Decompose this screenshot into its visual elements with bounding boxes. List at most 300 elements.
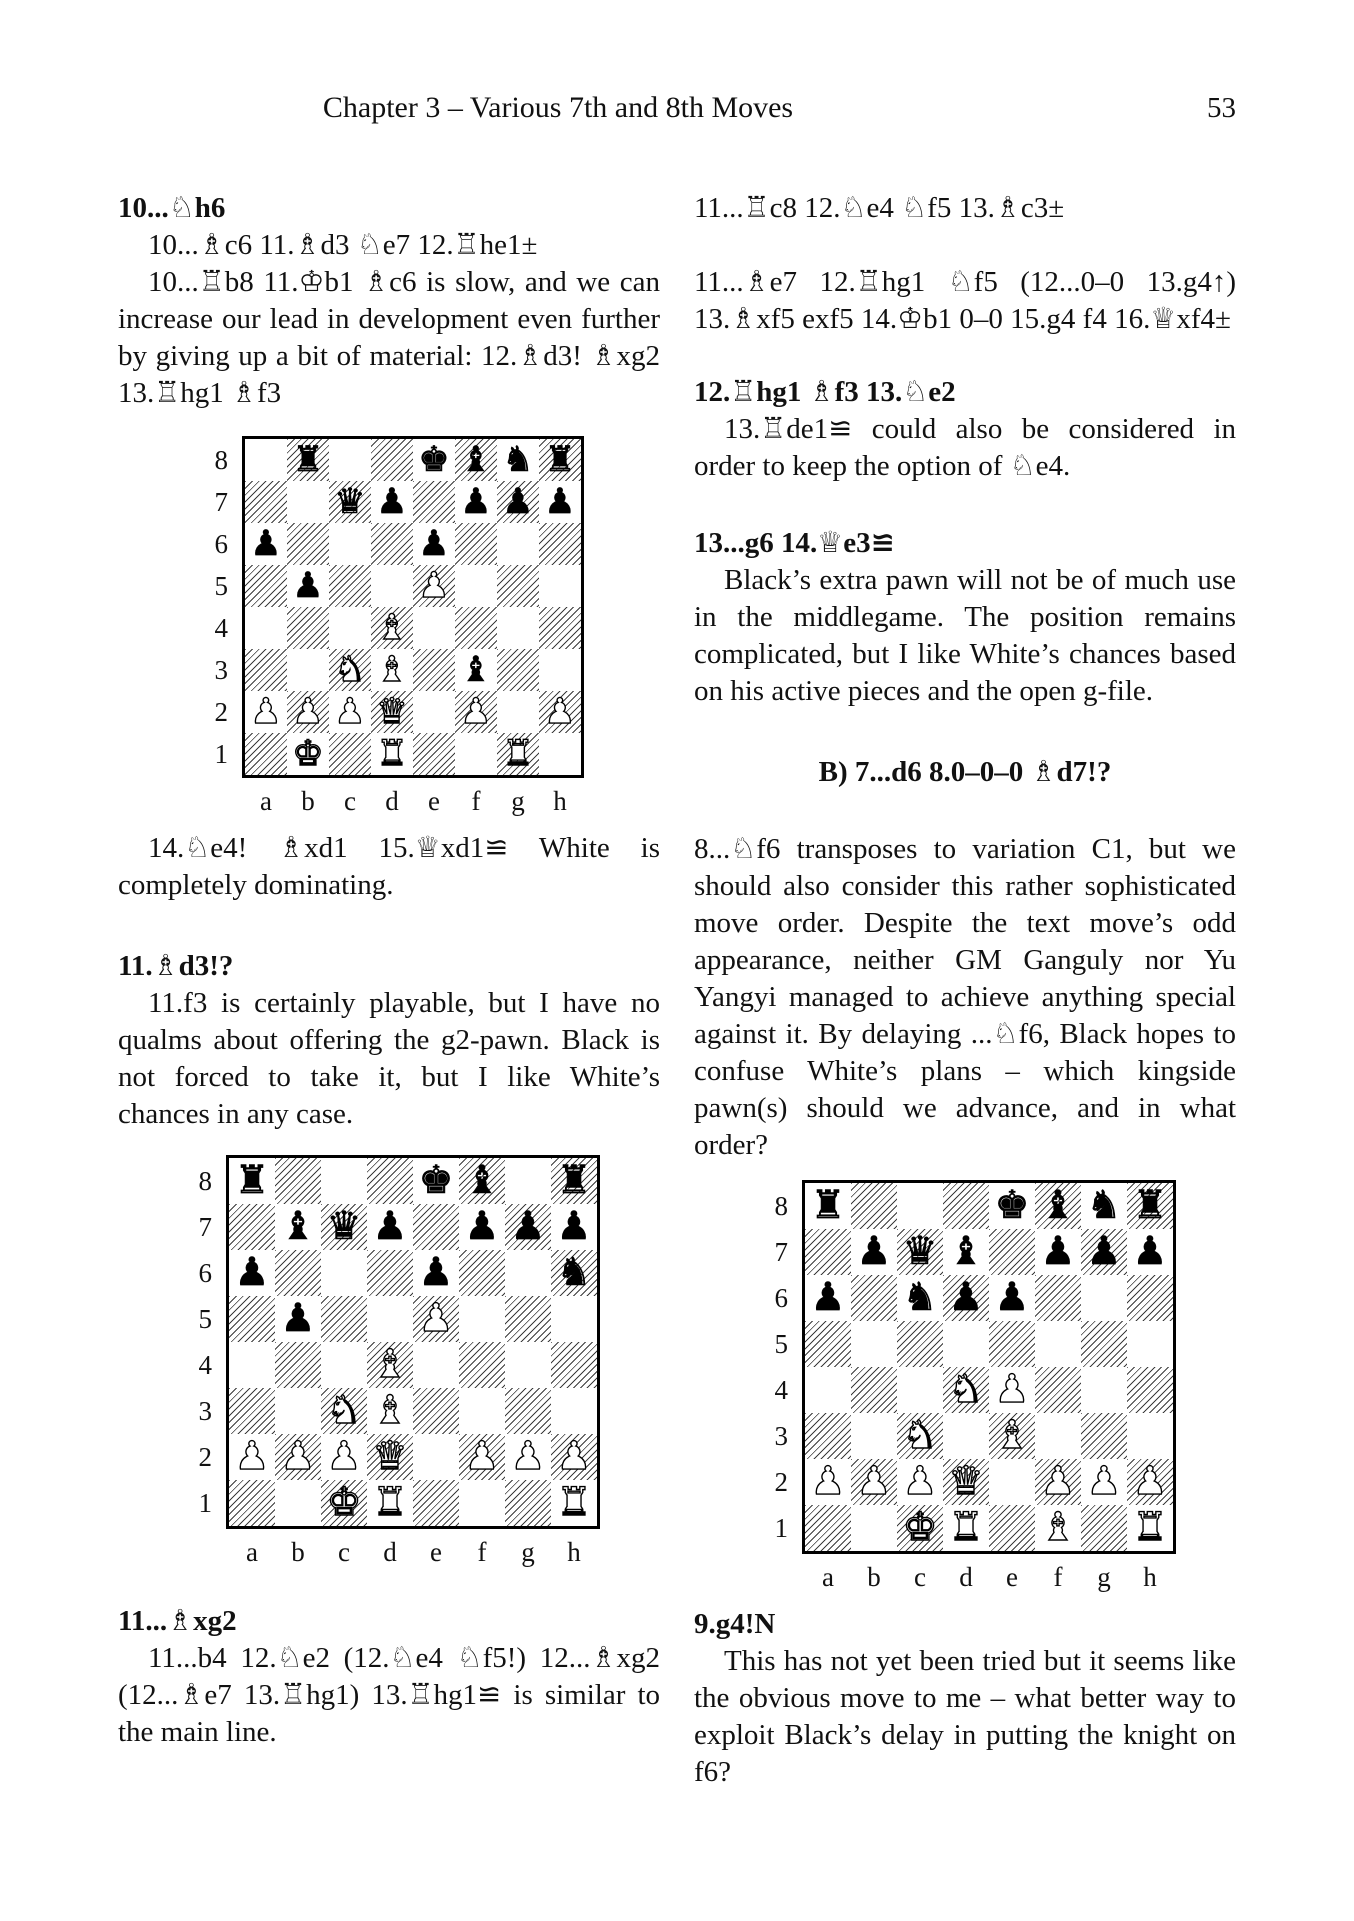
piece-black-pawn: ♟ (948, 1275, 984, 1320)
piece-white-pawn: ♟ (234, 1434, 270, 1479)
square-a4 (805, 1367, 851, 1413)
square-b6 (287, 523, 329, 565)
square-f8 (1035, 1183, 1081, 1229)
square-f8 (459, 1158, 505, 1204)
file-label: e (1006, 1562, 1018, 1592)
square-a6 (229, 1250, 275, 1296)
piece-white-knight: ♞ (902, 1413, 938, 1458)
file-label: f (477, 1537, 487, 1567)
square-c2 (321, 1434, 367, 1480)
paragraph: This has not yet been tried but it seems like the obvious move to me – what better way to exploit Black’s delay in putting the knight on f6? (694, 1645, 1236, 1788)
square-g6 (1081, 1275, 1127, 1321)
square-a6 (245, 523, 287, 565)
square-f5 (1035, 1321, 1081, 1367)
file-label: e (428, 786, 440, 816)
square-g5 (497, 565, 539, 607)
piece-black-knight: ♞ (556, 1250, 592, 1295)
move-line: 11...♖c8 12.♘e4 ♘f5 13.♗c3± (694, 192, 1065, 224)
square-f6 (459, 1250, 505, 1296)
piece-black-knight: ♞ (902, 1275, 938, 1320)
square-e7 (413, 1204, 459, 1250)
piece-white-rook: ♜ (948, 1505, 984, 1550)
square-d5 (371, 565, 413, 607)
piece-black-pawn: ♟ (810, 1275, 846, 1320)
paragraph: 14.♘e4! ♗xd1 15.♕xd1≌ White is completely dominating. (118, 832, 660, 901)
variation-heading: 12.♖hg1 ♗f3 13.♘e2 (694, 376, 956, 408)
square-b5 (287, 565, 329, 607)
square-g3 (505, 1388, 551, 1434)
square-b4 (275, 1342, 321, 1388)
square-f6 (1035, 1275, 1081, 1321)
square-a2 (245, 691, 287, 733)
page-header (118, 88, 1236, 134)
rank-label: 3 (774, 1421, 788, 1451)
square-g8 (505, 1158, 551, 1204)
square-g2 (1081, 1459, 1127, 1505)
square-d4 (367, 1342, 413, 1388)
piece-white-pawn: ♟ (1132, 1459, 1168, 1504)
piece-black-pawn: ♟ (292, 566, 324, 606)
square-h2 (539, 691, 581, 733)
square-c1 (321, 1480, 367, 1526)
square-h8 (1127, 1183, 1173, 1229)
square-b2 (851, 1459, 897, 1505)
square-e3 (413, 649, 455, 691)
square-d6 (943, 1275, 989, 1321)
rank-label: 8 (214, 445, 228, 475)
chess-board (242, 436, 584, 778)
square-h4 (1127, 1367, 1173, 1413)
file-label: g (511, 786, 525, 816)
square-e4 (413, 607, 455, 649)
square-c8 (897, 1183, 943, 1229)
square-e1 (989, 1505, 1035, 1551)
square-e3 (413, 1388, 459, 1434)
piece-white-pawn: ♟ (418, 566, 450, 606)
square-e6 (989, 1275, 1035, 1321)
square-g2 (497, 691, 539, 733)
file-label: b (301, 786, 315, 816)
square-b5 (275, 1296, 321, 1342)
file-labels (805, 1554, 1176, 1596)
piece-black-bishop: ♝ (1040, 1183, 1076, 1228)
square-h3 (1127, 1413, 1173, 1459)
square-h5 (551, 1296, 597, 1342)
piece-white-rook: ♜ (556, 1480, 592, 1525)
move-line: 11...♗e7 12.♖hg1 ♘f5 (12...0–0 13.g4↑) 13.♗xf5 exf5 14.♔b1 0–0 15.g4 f4 16.♕xf4± (694, 266, 1236, 335)
paragraph: Black’s extra pawn will not be of much use in the middlegame. The position remains complicated, but I like White’s chances based on his active pieces and the open g-file. (694, 564, 1236, 707)
piece-black-pawn: ♟ (418, 524, 450, 564)
square-b7 (275, 1204, 321, 1250)
piece-black-bishop: ♝ (948, 1229, 984, 1274)
square-e2 (413, 691, 455, 733)
piece-white-bishop: ♝ (994, 1413, 1030, 1458)
square-h7 (539, 481, 581, 523)
square-b7 (851, 1229, 897, 1275)
square-h8 (551, 1158, 597, 1204)
square-d2 (943, 1459, 989, 1505)
square-c6 (321, 1250, 367, 1296)
rank-label: 3 (214, 655, 228, 685)
square-f4 (1035, 1367, 1081, 1413)
piece-black-pawn: ♟ (502, 482, 534, 522)
rank-label: 2 (774, 1467, 788, 1497)
piece-black-pawn: ♟ (1040, 1229, 1076, 1274)
square-f3 (455, 649, 497, 691)
piece-white-queen: ♛ (372, 1434, 408, 1479)
variation-heading: 13...g6 14.♕e3≌ (694, 527, 895, 559)
file-label: g (1097, 1562, 1111, 1592)
square-d4 (371, 607, 413, 649)
section-heading: B) 7...d6 8.0–0–0 ♗d7!? (818, 756, 1112, 788)
square-a5 (229, 1296, 275, 1342)
file-label: e (430, 1537, 442, 1567)
piece-white-queen: ♛ (948, 1459, 984, 1504)
square-e6 (413, 1250, 459, 1296)
variation-heading: 10...♘h6 (118, 192, 226, 224)
piece-white-pawn: ♟ (334, 692, 366, 732)
chess-board (802, 1180, 1176, 1554)
piece-black-queen: ♛ (326, 1204, 362, 1249)
piece-black-pawn: ♟ (418, 1250, 454, 1295)
file-label: b (867, 1562, 881, 1592)
file-label: c (914, 1562, 926, 1592)
piece-black-pawn: ♟ (556, 1204, 592, 1249)
square-h1 (539, 733, 581, 775)
piece-black-rook: ♜ (1132, 1183, 1168, 1228)
piece-white-rook: ♜ (1132, 1505, 1168, 1550)
file-label: h (567, 1537, 581, 1567)
square-a3 (245, 649, 287, 691)
square-d7 (943, 1229, 989, 1275)
variation-heading: 9.g4!N (694, 1608, 776, 1640)
square-d3 (943, 1413, 989, 1459)
piece-black-rook: ♜ (292, 440, 324, 480)
piece-black-pawn: ♟ (1132, 1229, 1168, 1274)
file-label: h (1143, 1562, 1157, 1592)
rank-label: 1 (214, 739, 228, 769)
rank-label: 1 (198, 1488, 212, 1518)
file-label: d (383, 1537, 397, 1567)
square-c2 (897, 1459, 943, 1505)
piece-white-bishop: ♝ (1040, 1505, 1076, 1550)
piece-black-pawn: ♟ (856, 1229, 892, 1274)
piece-white-pawn: ♟ (544, 692, 576, 732)
piece-black-rook: ♜ (810, 1183, 846, 1228)
chess-diagram-1 (194, 436, 584, 820)
square-g8 (1081, 1183, 1127, 1229)
square-c8 (329, 439, 371, 481)
square-c4 (321, 1342, 367, 1388)
square-a3 (805, 1413, 851, 1459)
piece-black-pawn: ♟ (250, 524, 282, 564)
square-e1 (413, 1480, 459, 1526)
square-c1 (897, 1505, 943, 1551)
square-h2 (1127, 1459, 1173, 1505)
square-c2 (329, 691, 371, 733)
square-d7 (367, 1204, 413, 1250)
square-d1 (367, 1480, 413, 1526)
square-b3 (287, 649, 329, 691)
square-f7 (459, 1204, 505, 1250)
rank-label: 6 (198, 1258, 212, 1288)
piece-white-king: ♚ (902, 1505, 938, 1550)
piece-white-pawn: ♟ (556, 1434, 592, 1479)
piece-white-knight: ♞ (326, 1388, 362, 1433)
square-g3 (497, 649, 539, 691)
piece-black-rook: ♜ (544, 440, 576, 480)
square-b8 (275, 1158, 321, 1204)
square-a1 (805, 1505, 851, 1551)
square-g1 (505, 1480, 551, 1526)
square-f4 (459, 1342, 505, 1388)
piece-white-pawn: ♟ (460, 692, 492, 732)
rank-label: 8 (774, 1191, 788, 1221)
square-d1 (943, 1505, 989, 1551)
square-g2 (505, 1434, 551, 1480)
rank-label: 4 (214, 613, 228, 643)
square-c5 (897, 1321, 943, 1367)
square-a6 (805, 1275, 851, 1321)
square-a7 (229, 1204, 275, 1250)
rank-label: 7 (214, 487, 228, 517)
square-d3 (371, 649, 413, 691)
rank-labels (194, 439, 242, 820)
square-h7 (1127, 1229, 1173, 1275)
rank-label: 8 (198, 1166, 212, 1196)
square-h2 (551, 1434, 597, 1480)
piece-white-pawn: ♟ (250, 692, 282, 732)
square-h1 (551, 1480, 597, 1526)
move-line: 10...♗c6 11.♗d3 ♘e7 12.♖he1± (148, 229, 538, 261)
square-b1 (287, 733, 329, 775)
piece-white-king: ♚ (292, 734, 324, 774)
piece-white-king: ♚ (326, 1480, 362, 1525)
piece-white-pawn: ♟ (1040, 1459, 1076, 1504)
square-a1 (229, 1480, 275, 1526)
left-column (118, 190, 660, 1791)
square-e5 (413, 565, 455, 607)
square-e7 (989, 1229, 1035, 1275)
rank-label: 6 (214, 529, 228, 559)
square-g5 (505, 1296, 551, 1342)
square-b2 (275, 1434, 321, 1480)
piece-black-pawn: ♟ (460, 482, 492, 522)
square-c3 (321, 1388, 367, 1434)
piece-black-queen: ♛ (902, 1229, 938, 1274)
square-b1 (275, 1480, 321, 1526)
rank-label: 4 (774, 1375, 788, 1405)
chess-board (226, 1155, 600, 1529)
square-e7 (413, 481, 455, 523)
piece-black-rook: ♜ (234, 1158, 270, 1203)
square-h6 (1127, 1275, 1173, 1321)
variation-heading: 11.♗d3!? (118, 950, 234, 982)
file-label: a (260, 786, 272, 816)
square-g7 (1081, 1229, 1127, 1275)
piece-white-bishop: ♝ (372, 1388, 408, 1433)
piece-black-bishop: ♝ (460, 650, 492, 690)
square-e5 (413, 1296, 459, 1342)
paragraph: 8...♘f6 transposes to variation C1, but we should also consider this rather sophisticated move order. Despite the text move’s odd appearance, neither GM Ganguly nor Yu Yangyi managed to achieve anything special against it. By delaying ...♘f6, Black hopes to confuse White’s plans – which kingside pawn(s) should we advance, and in what order? (694, 833, 1236, 1161)
piece-white-queen: ♛ (376, 692, 408, 732)
file-label: a (246, 1537, 258, 1567)
square-b8 (287, 439, 329, 481)
square-f2 (459, 1434, 505, 1480)
square-f4 (455, 607, 497, 649)
square-g1 (1081, 1505, 1127, 1551)
square-g8 (497, 439, 539, 481)
chess-diagram-2 (178, 1155, 600, 1571)
square-e8 (989, 1183, 1035, 1229)
piece-white-bishop: ♝ (376, 650, 408, 690)
square-c8 (321, 1158, 367, 1204)
piece-white-pawn: ♟ (902, 1459, 938, 1504)
piece-white-bishop: ♝ (372, 1342, 408, 1387)
piece-white-pawn: ♟ (1086, 1459, 1122, 1504)
rank-label: 4 (198, 1350, 212, 1380)
rank-label: 7 (774, 1237, 788, 1267)
square-c7 (329, 481, 371, 523)
square-d5 (367, 1296, 413, 1342)
rank-labels (178, 1158, 226, 1571)
square-f2 (1035, 1459, 1081, 1505)
file-label: c (338, 1537, 350, 1567)
square-h5 (1127, 1321, 1173, 1367)
square-e2 (413, 1434, 459, 1480)
rank-label: 2 (198, 1442, 212, 1472)
square-f1 (455, 733, 497, 775)
square-c5 (329, 565, 371, 607)
piece-white-pawn: ♟ (326, 1434, 362, 1479)
square-c1 (329, 733, 371, 775)
piece-black-king: ♚ (994, 1183, 1030, 1228)
square-e4 (989, 1367, 1035, 1413)
file-label: a (822, 1562, 834, 1592)
two-column-layout (118, 190, 1236, 1791)
piece-black-bishop: ♝ (280, 1204, 316, 1249)
square-h3 (539, 649, 581, 691)
piece-black-knight: ♞ (1086, 1183, 1122, 1228)
page-number: 53 (1207, 92, 1236, 124)
square-b3 (275, 1388, 321, 1434)
square-e6 (413, 523, 455, 565)
square-d8 (371, 439, 413, 481)
square-b5 (851, 1321, 897, 1367)
square-g6 (497, 523, 539, 565)
paragraph: 10...♖b8 11.♔b1 ♗c6 is slow, and we can increase our lead in development even further by giving up a bit of material: 12.♗d3! ♗xg2 13.♖hg1 ♗f3 (118, 266, 660, 409)
piece-white-rook: ♜ (372, 1480, 408, 1525)
piece-white-rook: ♜ (502, 734, 534, 774)
piece-black-pawn: ♟ (1086, 1229, 1122, 1274)
square-h6 (551, 1250, 597, 1296)
square-b4 (287, 607, 329, 649)
square-b3 (851, 1413, 897, 1459)
square-c3 (897, 1413, 943, 1459)
square-e4 (413, 1342, 459, 1388)
file-label: g (521, 1537, 535, 1567)
square-c4 (329, 607, 371, 649)
chess-diagram-3 (754, 1180, 1176, 1596)
piece-white-pawn: ♟ (280, 1434, 316, 1479)
paragraph: 11...b4 12.♘e2 (12.♘e4 ♘f5!) 12...♗xg2 (12...♗e7 13.♖hg1) 13.♖hg1≌ is similar to the main line. (118, 1642, 660, 1748)
square-a8 (229, 1158, 275, 1204)
file-label: b (291, 1537, 305, 1567)
square-d1 (371, 733, 413, 775)
rank-label: 1 (774, 1513, 788, 1543)
square-d8 (943, 1183, 989, 1229)
square-f8 (455, 439, 497, 481)
square-g5 (1081, 1321, 1127, 1367)
file-label: f (1053, 1562, 1063, 1592)
piece-white-bishop: ♝ (376, 608, 408, 648)
square-f6 (455, 523, 497, 565)
piece-black-queen: ♛ (334, 482, 366, 522)
square-b2 (287, 691, 329, 733)
square-b7 (287, 481, 329, 523)
file-labels (229, 1529, 600, 1571)
rank-label: 5 (774, 1329, 788, 1359)
square-c6 (329, 523, 371, 565)
square-f1 (459, 1480, 505, 1526)
square-a7 (245, 481, 287, 523)
square-h5 (539, 565, 581, 607)
square-d3 (367, 1388, 413, 1434)
square-c6 (897, 1275, 943, 1321)
square-g4 (505, 1342, 551, 1388)
square-g6 (505, 1250, 551, 1296)
square-b4 (851, 1367, 897, 1413)
piece-black-pawn: ♟ (372, 1204, 408, 1249)
square-a1 (245, 733, 287, 775)
square-b6 (275, 1250, 321, 1296)
piece-black-pawn: ♟ (280, 1296, 316, 1341)
square-f7 (1035, 1229, 1081, 1275)
piece-white-knight: ♞ (334, 650, 366, 690)
piece-white-pawn: ♟ (464, 1434, 500, 1479)
piece-black-pawn: ♟ (544, 482, 576, 522)
square-h7 (551, 1204, 597, 1250)
square-a3 (229, 1388, 275, 1434)
square-a8 (805, 1183, 851, 1229)
piece-black-pawn: ♟ (994, 1275, 1030, 1320)
rank-label: 7 (198, 1212, 212, 1242)
piece-black-king: ♚ (418, 1158, 454, 1203)
piece-black-pawn: ♟ (234, 1250, 270, 1295)
file-label: h (553, 786, 567, 816)
square-e2 (989, 1459, 1035, 1505)
piece-black-pawn: ♟ (464, 1204, 500, 1249)
square-h4 (539, 607, 581, 649)
chapter-title: Chapter 3 – Various 7th and 8th Moves (322, 91, 794, 124)
file-label: f (471, 786, 481, 816)
file-labels (245, 778, 584, 820)
square-h4 (551, 1342, 597, 1388)
square-c5 (321, 1296, 367, 1342)
square-a2 (805, 1459, 851, 1505)
piece-black-pawn: ♟ (510, 1204, 546, 1249)
square-f3 (459, 1388, 505, 1434)
square-a4 (229, 1342, 275, 1388)
piece-white-knight: ♞ (948, 1367, 984, 1412)
square-a7 (805, 1229, 851, 1275)
square-e1 (413, 733, 455, 775)
square-d5 (943, 1321, 989, 1367)
square-f5 (459, 1296, 505, 1342)
square-e5 (989, 1321, 1035, 1367)
file-label: c (344, 786, 356, 816)
square-d7 (371, 481, 413, 523)
